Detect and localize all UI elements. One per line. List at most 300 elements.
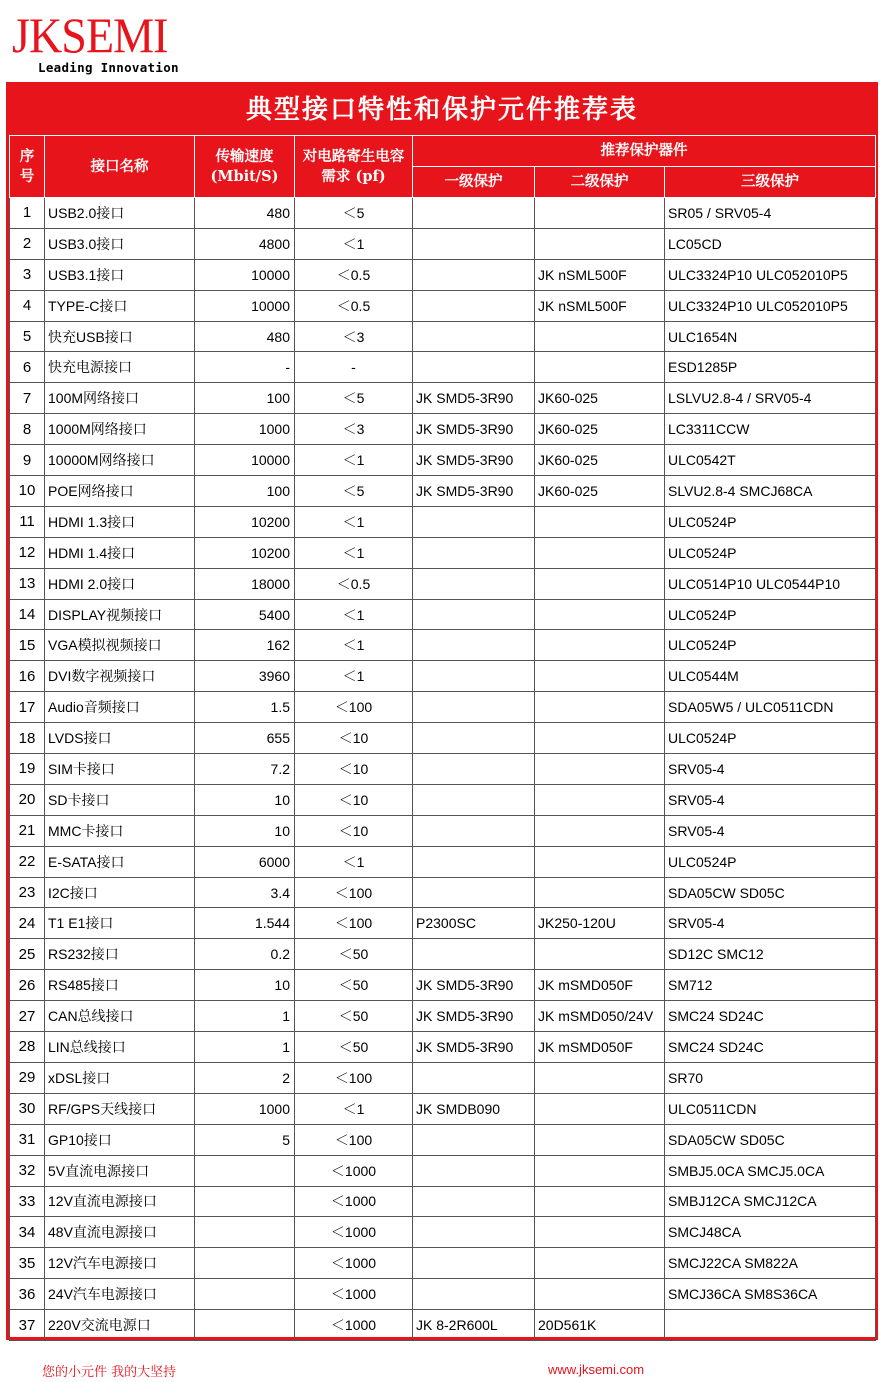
- level3-protection-cell: SMCJ22CA SM822A: [665, 1248, 876, 1279]
- row-index-cell: 7: [10, 383, 45, 414]
- transfer-speed-cell: 1000: [195, 414, 295, 445]
- level2-protection-cell: [535, 630, 665, 661]
- table-row: [10, 908, 876, 939]
- capacitance-cell: ＜1: [295, 630, 413, 661]
- interface-name-cell: HDMI 1.4接口: [45, 537, 195, 568]
- row-index-cell: 19: [10, 754, 45, 785]
- level3-protection-cell: SRV05-4: [665, 815, 876, 846]
- row-index-cell: 24: [10, 908, 45, 939]
- level3-protection-cell: SMC24 SD24C: [665, 1001, 876, 1032]
- level2-protection-cell: [535, 228, 665, 259]
- level3-protection-cell: ULC0524P: [665, 630, 876, 661]
- row-index-cell: 20: [10, 784, 45, 815]
- row-index-cell: 17: [10, 692, 45, 723]
- interface-name-cell: DISPLAY视频接口: [45, 599, 195, 630]
- transfer-speed-cell: 4800: [195, 228, 295, 259]
- interface-name-cell: T1 E1接口: [45, 908, 195, 939]
- capacitance-cell: -: [295, 352, 413, 383]
- transfer-speed-cell: 10200: [195, 506, 295, 537]
- row-index-cell: 32: [10, 1155, 45, 1186]
- table-row: [10, 1124, 876, 1155]
- interface-name-cell: RF/GPS天线接口: [45, 1093, 195, 1124]
- table-row: [10, 877, 876, 908]
- row-index-cell: 23: [10, 877, 45, 908]
- level3-protection-cell: SMCJ48CA: [665, 1217, 876, 1248]
- table-row: [10, 476, 876, 507]
- capacitance-cell: ＜3: [295, 321, 413, 352]
- table-body: [10, 198, 876, 1341]
- capacitance-cell: ＜3: [295, 414, 413, 445]
- transfer-speed-cell: 10: [195, 970, 295, 1001]
- level3-protection-cell: ESD1285P: [665, 352, 876, 383]
- level1-protection-cell: JK SMD5-3R90: [413, 445, 535, 476]
- level2-protection-cell: [535, 1155, 665, 1186]
- interface-name-cell: USB2.0接口: [45, 198, 195, 229]
- level1-protection-cell: JK SMD5-3R90: [413, 383, 535, 414]
- table-row: [10, 1062, 876, 1093]
- level1-protection-cell: JK SMD5-3R90: [413, 1001, 535, 1032]
- level2-protection-cell: [535, 321, 665, 352]
- transfer-speed-cell: 162: [195, 630, 295, 661]
- interface-table: [9, 135, 876, 1341]
- capacitance-cell: ＜0.5: [295, 259, 413, 290]
- capacitance-cell: ＜10: [295, 815, 413, 846]
- level3-protection-cell: SMBJ12CA SMCJ12CA: [665, 1186, 876, 1217]
- row-index-cell: 34: [10, 1217, 45, 1248]
- capacitance-cell: ＜1: [295, 846, 413, 877]
- transfer-speed-cell: 100: [195, 476, 295, 507]
- row-index-cell: 6: [10, 352, 45, 383]
- table-row: [10, 1217, 876, 1248]
- level1-protection-cell: [413, 259, 535, 290]
- level2-protection-cell: [535, 352, 665, 383]
- row-index-cell: 25: [10, 939, 45, 970]
- footer-url[interactable]: www.jksemi.com: [548, 1362, 645, 1377]
- table-row: [10, 383, 876, 414]
- transfer-speed-cell: [195, 1155, 295, 1186]
- interface-name-cell: 12V直流电源接口: [45, 1186, 195, 1217]
- level2-protection-cell: [535, 1124, 665, 1155]
- level2-protection-cell: [535, 599, 665, 630]
- level2-protection-cell: [535, 661, 665, 692]
- row-index-cell: 22: [10, 846, 45, 877]
- transfer-speed-cell: -: [195, 352, 295, 383]
- level1-protection-cell: [413, 198, 535, 229]
- row-index-cell: 18: [10, 723, 45, 754]
- interface-name-cell: GP10接口: [45, 1124, 195, 1155]
- level2-protection-cell: [535, 877, 665, 908]
- transfer-speed-cell: 3960: [195, 661, 295, 692]
- row-index-cell: 8: [10, 414, 45, 445]
- level2-protection-cell: JK60-025: [535, 476, 665, 507]
- level3-protection-cell: ULC1654N: [665, 321, 876, 352]
- table-row: [10, 198, 876, 229]
- level1-protection-cell: [413, 537, 535, 568]
- interface-name-cell: HDMI 2.0接口: [45, 568, 195, 599]
- capacitance-cell: ＜5: [295, 476, 413, 507]
- level2-protection-cell: [535, 506, 665, 537]
- level3-protection-cell: SMCJ36CA SM8S36CA: [665, 1279, 876, 1310]
- level2-protection-cell: [535, 723, 665, 754]
- level1-protection-cell: JK 8-2R600L: [413, 1310, 535, 1341]
- level2-protection-cell: [535, 692, 665, 723]
- level1-protection-cell: [413, 1155, 535, 1186]
- capacitance-cell: ＜1000: [295, 1310, 413, 1341]
- transfer-speed-cell: 10: [195, 784, 295, 815]
- interface-name-cell: LVDS接口: [45, 723, 195, 754]
- row-index-cell: 36: [10, 1279, 45, 1310]
- transfer-speed-cell: [195, 1248, 295, 1279]
- table-row: [10, 1310, 876, 1341]
- capacitance-cell: ＜10: [295, 754, 413, 785]
- capacitance-cell: ＜10: [295, 723, 413, 754]
- table-row: [10, 1001, 876, 1032]
- level1-protection-cell: [413, 1248, 535, 1279]
- capacitance-cell: ＜1000: [295, 1217, 413, 1248]
- interface-name-cell: 220V交流电源口: [45, 1310, 195, 1341]
- level2-protection-cell: JK250-120U: [535, 908, 665, 939]
- table-row: [10, 290, 876, 321]
- row-index-cell: 28: [10, 1032, 45, 1063]
- interface-name-cell: HDMI 1.3接口: [45, 506, 195, 537]
- brand-logo: [12, 7, 181, 75]
- capacitance-cell: ＜100: [295, 877, 413, 908]
- transfer-speed-cell: 1: [195, 1001, 295, 1032]
- level3-protection-cell: SDA05CW SD05C: [665, 1124, 876, 1155]
- row-index-cell: 13: [10, 568, 45, 599]
- level3-protection-cell: SRV05-4: [665, 754, 876, 785]
- row-index-cell: 21: [10, 815, 45, 846]
- level1-protection-cell: [413, 1279, 535, 1310]
- level2-protection-cell: JK60-025: [535, 414, 665, 445]
- interface-name-cell: SIM卡接口: [45, 754, 195, 785]
- interface-name-cell: USB3.1接口: [45, 259, 195, 290]
- row-index-cell: 15: [10, 630, 45, 661]
- level3-protection-cell: [665, 1310, 876, 1341]
- page-title: 典型接口特性和保护元件推荐表: [9, 85, 875, 135]
- capacitance-cell: ＜50: [295, 1032, 413, 1063]
- capacitance-cell: ＜1: [295, 537, 413, 568]
- capacitance-cell: ＜50: [295, 970, 413, 1001]
- table-row: [10, 1186, 876, 1217]
- level3-protection-cell: ULC0524P: [665, 723, 876, 754]
- level2-protection-cell: [535, 1062, 665, 1093]
- interface-name-cell: LIN总线接口: [45, 1032, 195, 1063]
- row-index-cell: 12: [10, 537, 45, 568]
- level2-protection-cell: [535, 1279, 665, 1310]
- table-row: [10, 1248, 876, 1279]
- level3-protection-cell: ULC0524P: [665, 506, 876, 537]
- level3-protection-cell: SRV05-4: [665, 908, 876, 939]
- header-level1: 一级保护: [413, 167, 535, 198]
- header-capacitance: 对电路寄生电容需求 (pf): [295, 136, 413, 198]
- capacitance-cell: ＜1000: [295, 1279, 413, 1310]
- table-row: [10, 815, 876, 846]
- level3-protection-cell: LC05CD: [665, 228, 876, 259]
- header-name: 接口名称: [45, 136, 195, 198]
- level1-protection-cell: [413, 352, 535, 383]
- level3-protection-cell: SR70: [665, 1062, 876, 1093]
- capacitance-cell: ＜100: [295, 908, 413, 939]
- level3-protection-cell: SM712: [665, 970, 876, 1001]
- level3-protection-cell: SRV05-4: [665, 784, 876, 815]
- level2-protection-cell: 20D561K: [535, 1310, 665, 1341]
- interface-name-cell: 100M网络接口: [45, 383, 195, 414]
- row-index-cell: 2: [10, 228, 45, 259]
- row-index-cell: 26: [10, 970, 45, 1001]
- level1-protection-cell: JK SMDB090: [413, 1093, 535, 1124]
- table-row: [10, 754, 876, 785]
- transfer-speed-cell: [195, 1279, 295, 1310]
- interface-name-cell: E-SATA接口: [45, 846, 195, 877]
- interface-name-cell: 12V汽车电源接口: [45, 1248, 195, 1279]
- interface-name-cell: TYPE-C接口: [45, 290, 195, 321]
- row-index-cell: 11: [10, 506, 45, 537]
- row-index-cell: 35: [10, 1248, 45, 1279]
- row-index-cell: 5: [10, 321, 45, 352]
- footer-slogan: 您的小元件 我的大坚持: [42, 1365, 177, 1380]
- level2-protection-cell: JK60-025: [535, 383, 665, 414]
- capacitance-cell: ＜50: [295, 1001, 413, 1032]
- table-row: [10, 599, 876, 630]
- row-index-cell: 10: [10, 476, 45, 507]
- transfer-speed-cell: 480: [195, 198, 295, 229]
- interface-name-cell: xDSL接口: [45, 1062, 195, 1093]
- table-row: [10, 568, 876, 599]
- transfer-speed-cell: 480: [195, 321, 295, 352]
- level1-protection-cell: [413, 784, 535, 815]
- table-row: [10, 784, 876, 815]
- transfer-speed-cell: 5400: [195, 599, 295, 630]
- level2-protection-cell: [535, 784, 665, 815]
- row-index-cell: 30: [10, 1093, 45, 1124]
- level1-protection-cell: [413, 228, 535, 259]
- level3-protection-cell: SD12C SMC12: [665, 939, 876, 970]
- level2-protection-cell: [535, 568, 665, 599]
- level1-protection-cell: [413, 630, 535, 661]
- table-row: [10, 1032, 876, 1063]
- interface-name-cell: SD卡接口: [45, 784, 195, 815]
- level2-protection-cell: [535, 815, 665, 846]
- level2-protection-cell: [535, 939, 665, 970]
- row-index-cell: 16: [10, 661, 45, 692]
- level2-protection-cell: JK nSML500F: [535, 290, 665, 321]
- level1-protection-cell: JK SMD5-3R90: [413, 970, 535, 1001]
- level2-protection-cell: JK nSML500F: [535, 259, 665, 290]
- header-row: [10, 136, 876, 167]
- row-index-cell: 29: [10, 1062, 45, 1093]
- transfer-speed-cell: [195, 1310, 295, 1341]
- table-row: [10, 259, 876, 290]
- capacitance-cell: ＜1000: [295, 1186, 413, 1217]
- recommendation-table-frame: [6, 82, 878, 1340]
- transfer-speed-cell: 2: [195, 1062, 295, 1093]
- interface-name-cell: 快充USB接口: [45, 321, 195, 352]
- level1-protection-cell: [413, 723, 535, 754]
- level2-protection-cell: [535, 1186, 665, 1217]
- level1-protection-cell: [413, 506, 535, 537]
- transfer-speed-cell: 100: [195, 383, 295, 414]
- capacitance-cell: ＜100: [295, 1062, 413, 1093]
- row-index-cell: 1: [10, 198, 45, 229]
- capacitance-cell: ＜100: [295, 1124, 413, 1155]
- level2-protection-cell: JK mSMD050F: [535, 1032, 665, 1063]
- level1-protection-cell: [413, 754, 535, 785]
- transfer-speed-cell: 10200: [195, 537, 295, 568]
- capacitance-cell: ＜0.5: [295, 290, 413, 321]
- table-row: [10, 321, 876, 352]
- level1-protection-cell: [413, 846, 535, 877]
- level3-protection-cell: LC3311CCW: [665, 414, 876, 445]
- transfer-speed-cell: 1: [195, 1032, 295, 1063]
- capacitance-cell: ＜100: [295, 692, 413, 723]
- level1-protection-cell: [413, 568, 535, 599]
- transfer-speed-cell: 0.2: [195, 939, 295, 970]
- table-row: [10, 661, 876, 692]
- level1-protection-cell: P2300SC: [413, 908, 535, 939]
- logo-wordmark: JKSEMI: [12, 7, 168, 63]
- table-row: [10, 352, 876, 383]
- level1-protection-cell: [413, 661, 535, 692]
- transfer-speed-cell: 10000: [195, 259, 295, 290]
- capacitance-cell: ＜1: [295, 599, 413, 630]
- level1-protection-cell: [413, 815, 535, 846]
- table-row: [10, 1093, 876, 1124]
- table-row: [10, 692, 876, 723]
- table-row: [10, 723, 876, 754]
- interface-name-cell: RS232接口: [45, 939, 195, 970]
- interface-name-cell: RS485接口: [45, 970, 195, 1001]
- transfer-speed-cell: 6000: [195, 846, 295, 877]
- interface-name-cell: MMC卡接口: [45, 815, 195, 846]
- level2-protection-cell: [535, 198, 665, 229]
- interface-name-cell: 48V直流电源接口: [45, 1217, 195, 1248]
- table-row: [10, 970, 876, 1001]
- row-index-cell: 3: [10, 259, 45, 290]
- transfer-speed-cell: 1000: [195, 1093, 295, 1124]
- transfer-speed-cell: [195, 1186, 295, 1217]
- level3-protection-cell: SDA05CW SD05C: [665, 877, 876, 908]
- level3-protection-cell: SMBJ5.0CA SMCJ5.0CA: [665, 1155, 876, 1186]
- level3-protection-cell: ULC3324P10 ULC052010P5: [665, 290, 876, 321]
- level3-protection-cell: LSLVU2.8-4 / SRV05-4: [665, 383, 876, 414]
- capacitance-cell: ＜5: [295, 198, 413, 229]
- level3-protection-cell: ULC3324P10 ULC052010P5: [665, 259, 876, 290]
- level1-protection-cell: [413, 1217, 535, 1248]
- table-row: [10, 537, 876, 568]
- logo-tagline: Leading Innovation: [38, 60, 179, 75]
- table-row: [10, 1279, 876, 1310]
- level1-protection-cell: [413, 321, 535, 352]
- transfer-speed-cell: 18000: [195, 568, 295, 599]
- transfer-speed-cell: 3.4: [195, 877, 295, 908]
- interface-name-cell: POE网络接口: [45, 476, 195, 507]
- header-level3: 三级保护: [665, 167, 876, 198]
- level1-protection-cell: [413, 1124, 535, 1155]
- interface-name-cell: 5V直流电源接口: [45, 1155, 195, 1186]
- capacitance-cell: ＜1: [295, 661, 413, 692]
- row-index-cell: 31: [10, 1124, 45, 1155]
- interface-name-cell: CAN总线接口: [45, 1001, 195, 1032]
- capacitance-cell: ＜10: [295, 784, 413, 815]
- transfer-speed-cell: 7.2: [195, 754, 295, 785]
- capacitance-cell: ＜1: [295, 506, 413, 537]
- row-index-cell: 9: [10, 445, 45, 476]
- level2-protection-cell: JK mSMD050F: [535, 970, 665, 1001]
- table-row: [10, 630, 876, 661]
- level2-protection-cell: [535, 1093, 665, 1124]
- level2-protection-cell: [535, 846, 665, 877]
- table-row: [10, 939, 876, 970]
- level3-protection-cell: ULC0524P: [665, 599, 876, 630]
- level1-protection-cell: [413, 1186, 535, 1217]
- level2-protection-cell: JK mSMD050/24V: [535, 1001, 665, 1032]
- level3-protection-cell: ULC0542T: [665, 445, 876, 476]
- table-row: [10, 506, 876, 537]
- table-row: [10, 1155, 876, 1186]
- capacitance-cell: ＜1000: [295, 1155, 413, 1186]
- header-index: 序号: [10, 136, 45, 198]
- capacitance-cell: ＜0.5: [295, 568, 413, 599]
- level1-protection-cell: JK SMD5-3R90: [413, 476, 535, 507]
- level3-protection-cell: ULC0524P: [665, 537, 876, 568]
- level2-protection-cell: [535, 537, 665, 568]
- level1-protection-cell: [413, 692, 535, 723]
- level3-protection-cell: ULC0514P10 ULC0544P10: [665, 568, 876, 599]
- interface-name-cell: USB3.0接口: [45, 228, 195, 259]
- level1-protection-cell: [413, 877, 535, 908]
- level2-protection-cell: [535, 1217, 665, 1248]
- capacitance-cell: ＜5: [295, 383, 413, 414]
- interface-name-cell: DVI数字视频接口: [45, 661, 195, 692]
- transfer-speed-cell: 5: [195, 1124, 295, 1155]
- transfer-speed-cell: [195, 1217, 295, 1248]
- level3-protection-cell: SLVU2.8-4 SMCJ68CA: [665, 476, 876, 507]
- level3-protection-cell: SDA05W5 / ULC0511CDN: [665, 692, 876, 723]
- header-speed: 传输速度(Mbit/S): [195, 136, 295, 198]
- transfer-speed-cell: 10000: [195, 445, 295, 476]
- row-index-cell: 4: [10, 290, 45, 321]
- level3-protection-cell: SMC24 SD24C: [665, 1032, 876, 1063]
- header-level2: 二级保护: [535, 167, 665, 198]
- capacitance-cell: ＜50: [295, 939, 413, 970]
- capacitance-cell: ＜1000: [295, 1248, 413, 1279]
- level1-protection-cell: [413, 939, 535, 970]
- transfer-speed-cell: 655: [195, 723, 295, 754]
- row-index-cell: 14: [10, 599, 45, 630]
- level2-protection-cell: [535, 1248, 665, 1279]
- row-index-cell: 37: [10, 1310, 45, 1341]
- capacitance-cell: ＜1: [295, 445, 413, 476]
- interface-name-cell: 24V汽车电源接口: [45, 1279, 195, 1310]
- level3-protection-cell: ULC0544M: [665, 661, 876, 692]
- row-index-cell: 33: [10, 1186, 45, 1217]
- level2-protection-cell: JK60-025: [535, 445, 665, 476]
- level3-protection-cell: SR05 / SRV05-4: [665, 198, 876, 229]
- table-row: [10, 445, 876, 476]
- interface-name-cell: I2C接口: [45, 877, 195, 908]
- capacitance-cell: ＜1: [295, 228, 413, 259]
- level2-protection-cell: [535, 754, 665, 785]
- interface-name-cell: 快充电源接口: [45, 352, 195, 383]
- table-row: [10, 414, 876, 445]
- interface-name-cell: VGA模拟视频接口: [45, 630, 195, 661]
- transfer-speed-cell: 1.544: [195, 908, 295, 939]
- transfer-speed-cell: 1.5: [195, 692, 295, 723]
- interface-name-cell: 1000M网络接口: [45, 414, 195, 445]
- level1-protection-cell: [413, 1062, 535, 1093]
- header-recommended: 推荐保护器件: [413, 136, 876, 167]
